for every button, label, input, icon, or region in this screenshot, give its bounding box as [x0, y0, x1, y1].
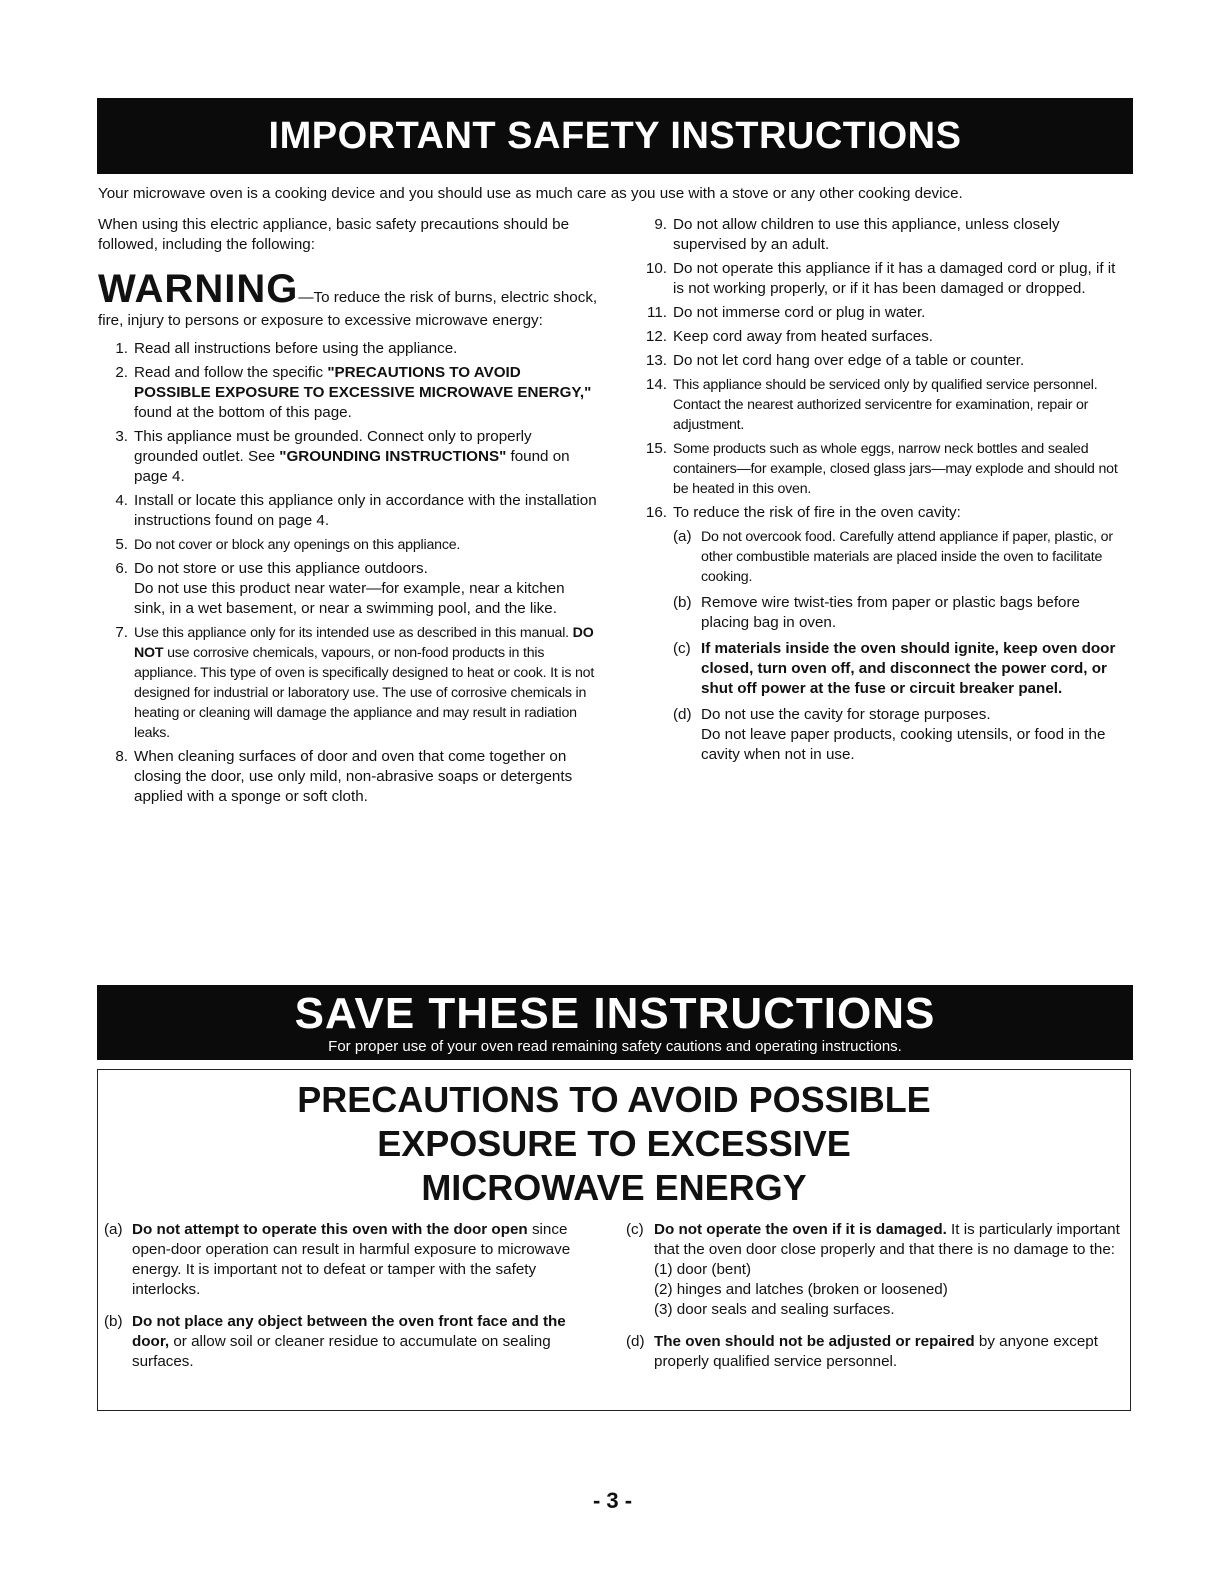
item-number: 11. — [647, 304, 667, 321]
precaution-item — [104, 1220, 584, 1300]
list-item — [637, 303, 1127, 323]
list-item — [637, 503, 1127, 771]
precaution-mark: (b) — [104, 1313, 123, 1330]
item-text-part: found on page 4. — [134, 448, 570, 485]
precaution-text-bold: Do not place any object between the oven front face and the door, — [132, 1313, 566, 1350]
save-instructions-banner — [97, 985, 1133, 1060]
item-number: 16. — [645, 504, 667, 521]
list-item — [98, 559, 598, 619]
precaution-text — [654, 1332, 1126, 1372]
damage-list-item: (1) door (bent) — [654, 1261, 752, 1278]
item-number: 4. — [115, 492, 128, 509]
precaution-item — [626, 1220, 1126, 1320]
precautions-box — [97, 1069, 1131, 1411]
list-item — [637, 327, 1127, 347]
save-banner-title: SAVE THESE INSTRUCTIONS — [294, 989, 936, 1038]
list-item — [98, 747, 598, 807]
item-text — [134, 427, 598, 487]
item-text: Install or locate this appliance only in accordance with the installation instructions found on page 4. — [134, 492, 597, 529]
list-item — [98, 491, 598, 531]
precautions-title-line: MICROWAVE ENERGY — [421, 1167, 807, 1208]
item-number: 15. — [645, 440, 667, 457]
damage-list-item: (2) hinges and latches (broken or loosened) — [654, 1281, 948, 1298]
list-item — [637, 439, 1127, 499]
item-text: This appliance should be serviced only by qualified service personnel. Contact the nearest authorized servicentre for examination, repair or adjustment. — [673, 377, 1098, 433]
sub-list-item — [673, 639, 1127, 699]
sub-list — [673, 527, 1127, 765]
item-number: 5. — [115, 536, 128, 553]
safety-header-banner — [97, 98, 1133, 174]
damage-list — [654, 1260, 1126, 1320]
list-item — [98, 427, 598, 487]
precaution-text — [132, 1312, 584, 1372]
item-text-bold: "GROUNDING INSTRUCTIONS" — [279, 448, 507, 465]
warning-paragraph — [98, 267, 598, 331]
item-text: When cleaning surfaces of door and oven that come together on closing the door, use only mild, non-abrasive soaps or detergents applied with a sponge or soft cloth. — [134, 748, 573, 805]
item-number: 12. — [645, 328, 667, 345]
save-banner-subtitle: For proper use of your oven read remaining safety cautions and operating instructions. — [328, 1038, 902, 1055]
item-number: 7. — [115, 624, 128, 641]
item-text-part: found at the bottom of this page. — [134, 404, 352, 421]
sub-item-text-bold: If materials inside the oven should ignite, keep oven door closed, turn oven off, and disconnect the power cord, or shut off power at the fuse or circuit breaker panel. — [701, 640, 1116, 697]
item-text — [673, 503, 1127, 771]
sub-item-mark: (d) — [673, 706, 692, 723]
item-number: 14. — [645, 376, 667, 393]
item-text-part: To reduce the risk of fire in the oven cavity: — [673, 504, 961, 521]
left-column — [98, 215, 598, 811]
precautions-title-line: PRECAUTIONS TO AVOID POSSIBLE — [297, 1079, 931, 1120]
item-number: 8. — [115, 748, 128, 765]
list-item — [98, 363, 598, 423]
item-text-part: use corrosive chemicals, vapours, or non-food products in this appliance. This type of oven is specifically designed to heat or cook. It is not designed for industrial or laboratory use. The use of corrosive chemicals in heating or cleaning will damage the appliance and may result in radiation leaks. — [134, 645, 595, 741]
item-text — [134, 559, 598, 619]
precautions-right-column — [626, 1220, 1126, 1384]
precaution-item — [104, 1312, 584, 1372]
precaution-text — [132, 1220, 584, 1300]
list-item — [98, 339, 598, 359]
warning-heading: WARNING — [98, 267, 299, 311]
sub-item-text: Remove wire twist-ties from paper or plastic bags before placing bag in oven. — [701, 594, 1080, 631]
lead-paragraph: When using this electric appliance, basic safety precautions should be followed, including the following: — [98, 216, 570, 253]
item-text-part: Use this appliance only for its intended use as described in this manual. — [134, 625, 573, 641]
list-item — [637, 259, 1127, 299]
list-item — [637, 375, 1127, 435]
list-item — [98, 623, 598, 743]
precautions-title-line: EXPOSURE TO EXCESSIVE — [377, 1123, 851, 1164]
item-text-bold: "PRECAUTIONS TO AVOID POSSIBLE EXPOSURE TO EXCESSIVE MICROWAVE ENERGY," — [134, 364, 592, 401]
item-text: Do not immerse cord or plug in water. — [673, 304, 926, 321]
sub-item-text-part: Do not leave paper products, cooking utensils, or food in the cavity when not in use. — [701, 726, 1106, 763]
precaution-text-part: by anyone except properly qualified service personnel. — [654, 1333, 1098, 1370]
precaution-text-part: It is particularly important that the oven door close properly and that there is no damage to the: — [654, 1221, 1120, 1258]
page-title: IMPORTANT SAFETY INSTRUCTIONS — [268, 115, 962, 157]
precaution-mark: (c) — [626, 1221, 644, 1238]
sub-list-item — [673, 593, 1127, 633]
precaution-text-part: since open-door operation can result in harmful exposure to microwave energy. It is important not to defeat or tamper with the safety interlocks. — [132, 1221, 571, 1298]
precaution-mark: (a) — [104, 1221, 123, 1238]
sub-item-mark: (a) — [673, 528, 692, 545]
precautions-left-column — [104, 1220, 584, 1384]
item-text-part: Do not use this product near water—for example, near a kitchen sink, in a wet basement, or near a swimming pool, and the like. — [134, 580, 565, 617]
item-text — [134, 623, 598, 743]
precaution-text — [654, 1220, 1126, 1320]
sub-list-item — [673, 527, 1127, 587]
item-number: 6. — [115, 560, 128, 577]
precaution-text-bold: Do not operate the oven if it is damaged. — [654, 1221, 947, 1238]
item-text — [134, 363, 598, 423]
item-number: 13. — [645, 352, 667, 369]
intro-text: Your microwave oven is a cooking device and you should use as much care as you use with a stove or any other cooking device. — [98, 185, 963, 202]
item-text: Keep cord away from heated surfaces. — [673, 328, 934, 345]
item-text-part: Read and follow the specific — [134, 364, 328, 381]
page-number: - 3 - — [592, 1488, 633, 1513]
item-text-part: Do not store or use this appliance outdoors. — [134, 560, 428, 577]
precaution-text-part: or allow soil or cleaner residue to accumulate on sealing surfaces. — [132, 1333, 551, 1370]
list-item — [637, 215, 1127, 255]
sub-item-mark: (b) — [673, 594, 692, 611]
precaution-text-bold: The oven should not be adjusted or repaired — [654, 1333, 975, 1350]
item-text: Do not let cord hang over edge of a table or counter. — [673, 352, 1025, 369]
sub-list-item — [673, 705, 1127, 765]
item-number: 10. — [645, 260, 667, 277]
item-text-bold: DO NOT — [134, 625, 594, 661]
list-item — [637, 351, 1127, 371]
item-text: Do not cover or block any openings on this appliance. — [134, 537, 461, 553]
item-text: Do not operate this appliance if it has a damaged cord or plug, if it is not working properly, or if it has been damaged or dropped. — [673, 260, 1116, 297]
item-number: 2. — [115, 364, 128, 381]
item-text-part: This appliance must be grounded. Connect only to properly grounded outlet. See — [134, 428, 532, 465]
item-number: 1. — [115, 340, 128, 357]
precaution-item — [626, 1332, 1126, 1372]
item-text: Do not allow children to use this appliance, unless closely supervised by an adult. — [673, 216, 1060, 253]
precaution-text-bold: Do not attempt to operate this oven with the door open — [132, 1221, 528, 1238]
item-number: 9. — [654, 216, 667, 233]
safety-list-right — [637, 215, 1127, 771]
item-text: Some products such as whole eggs, narrow neck bottles and sealed containers—for example, closed glass jars—may explode and should not be heated in this oven. — [673, 441, 1118, 497]
sub-item-mark: (c) — [673, 640, 691, 657]
damage-list-item: (3) door seals and sealing surfaces. — [654, 1301, 895, 1318]
list-item — [98, 535, 598, 555]
right-column — [637, 215, 1127, 775]
sub-item-text: Do not overcook food. Carefully attend appliance if paper, plastic, or other combustible materials are placed inside the oven to facilitate cooking. — [701, 529, 1113, 585]
sub-item-text — [701, 705, 1127, 765]
precautions-title — [98, 1078, 1130, 1210]
item-text: Read all instructions before using the appliance. — [134, 340, 458, 357]
safety-list-left — [98, 339, 598, 807]
precaution-mark: (d) — [626, 1333, 645, 1350]
warning-text: —To reduce the risk of burns, electric shock, fire, injury to persons or exposure to excessive microwave energy: — [98, 289, 598, 329]
sub-item-text-part: Do not use the cavity for storage purposes. — [701, 706, 991, 723]
item-number: 3. — [115, 428, 128, 445]
